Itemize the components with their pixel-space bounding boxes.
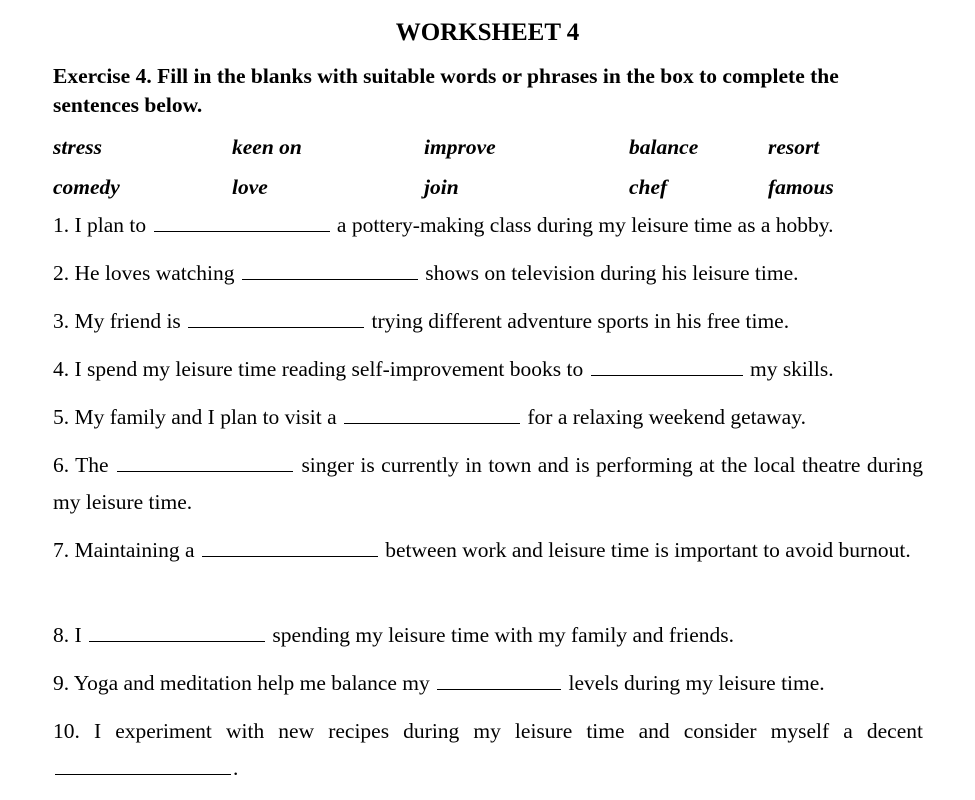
word-option: famous [768, 175, 834, 199]
sentence-5 [53, 399, 923, 436]
sentence-text-after: spending my leisure time with my family and friends. [272, 623, 734, 647]
sentence-text-before: 5. My family and I plan to visit a [53, 405, 337, 429]
word-option: resort [768, 135, 820, 159]
word-box-row-1 [0, 132, 975, 162]
answer-blank[interactable] [202, 539, 378, 557]
answer-blank[interactable] [242, 262, 418, 280]
sentence-2 [53, 255, 923, 292]
sentence-text-before: 7. Maintaining a [53, 538, 195, 562]
word-option: comedy [53, 175, 120, 199]
answer-blank[interactable] [344, 406, 520, 424]
sentence-text-after: a pottery-making class during my leisure time as a hobby. [336, 213, 834, 237]
answer-blank[interactable] [591, 358, 743, 376]
sentence-text-before: 8. I [53, 623, 82, 647]
sentence-8 [53, 617, 923, 654]
sentence-text-before: 3. My friend is [53, 309, 181, 333]
worksheet-title: WORKSHEET 4 [395, 19, 580, 46]
sentence-text-after: between work and leisure time is important to avoid burnout. [385, 538, 911, 562]
sentence-text-before: 6. The [53, 453, 109, 477]
sentence-text-after: . [233, 756, 239, 780]
sentence-text-before: 10. I experiment with new recipes during my leisure time and consider myself a decent [53, 719, 923, 743]
answer-blank[interactable] [117, 454, 293, 472]
sentence-6 [53, 447, 923, 521]
answer-blank[interactable] [89, 624, 265, 642]
word-option: stress [53, 135, 102, 159]
sentence-text-before: 4. I spend my leisure time reading self-improvement books to [53, 357, 584, 381]
sentence-7 [53, 532, 923, 569]
sentence-text-after: my skills. [749, 357, 834, 381]
sentence-9 [53, 665, 923, 702]
word-option: chef [629, 175, 668, 199]
sentence-text-after: singer is currently in town and is performing at the local theatre during my leisure time. [53, 453, 923, 514]
sentence-text-after: for a relaxing weekend getaway. [527, 405, 806, 429]
word-option: improve [424, 135, 496, 159]
word-option: balance [629, 135, 699, 159]
sentence-1 [53, 207, 923, 244]
answer-blank[interactable] [188, 310, 364, 328]
answer-blank[interactable] [154, 214, 330, 232]
sentence-text-before: 2. He loves watching [53, 261, 235, 285]
word-option: keen on [232, 135, 302, 159]
answer-blank[interactable] [55, 757, 231, 775]
sentence-text-before: 9. Yoga and meditation help me balance my [53, 671, 430, 695]
exercise-instruction: Exercise 4. Fill in the blanks with suitable words or phrases in the box to complete the sentences below. [53, 64, 839, 117]
word-box-row-2 [0, 172, 975, 202]
word-option: love [232, 175, 268, 199]
sentence-text-before: 1. I plan to [53, 213, 147, 237]
sentence-3 [53, 303, 923, 340]
sentence-text-after: shows on television during his leisure time. [425, 261, 799, 285]
sentence-text-after: levels during my leisure time. [568, 671, 825, 695]
sentence-10 [53, 713, 923, 787]
word-option: join [424, 175, 459, 199]
sentence-4 [53, 351, 923, 388]
sentence-text-after: trying different adventure sports in his free time. [371, 309, 790, 333]
answer-blank[interactable] [437, 672, 561, 690]
